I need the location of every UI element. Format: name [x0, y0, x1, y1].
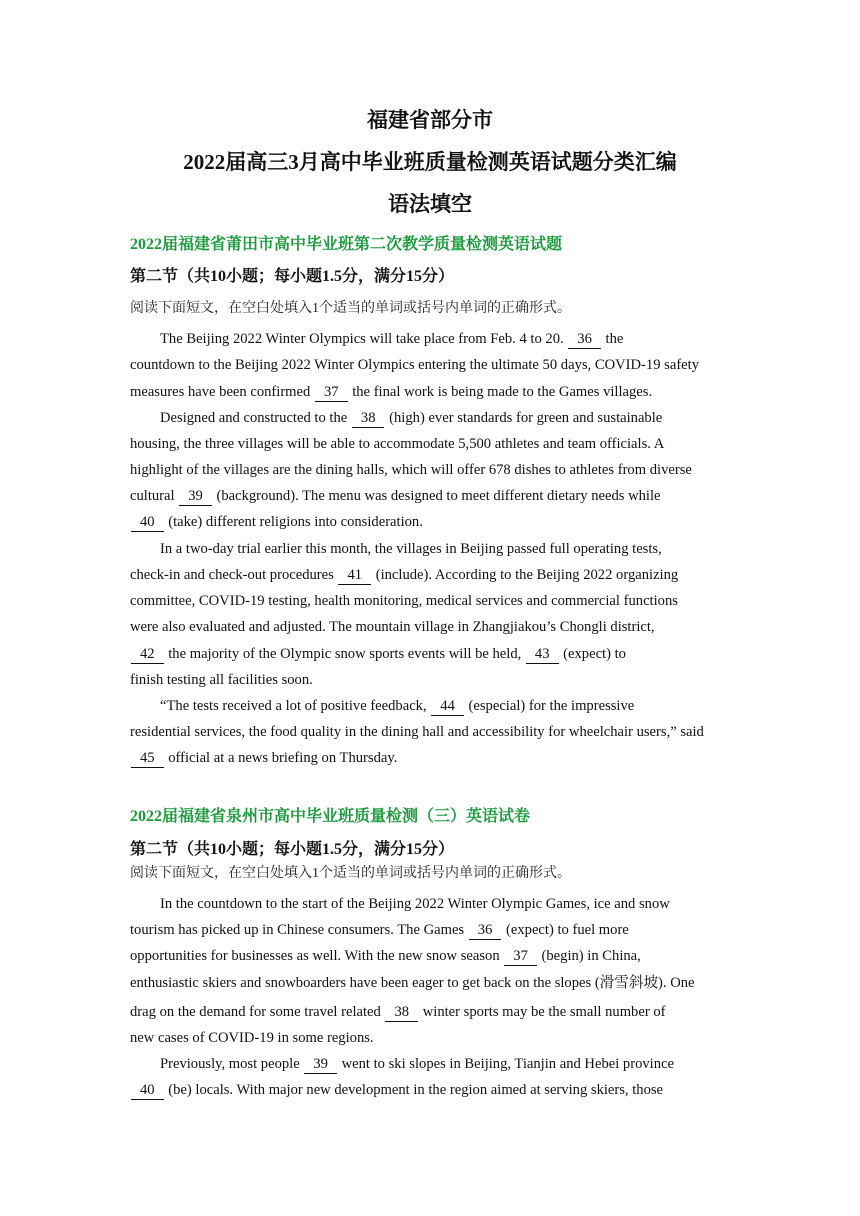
answer-blank: 42 [131, 646, 164, 664]
passage-line [130, 1079, 663, 1101]
answer-blank: 40 [131, 514, 164, 532]
passage-text: (include). According to the Beijing 2022 organizing [372, 567, 679, 583]
section-heading: 2022届福建省莆田市高中毕业班第二次教学质量检测英语试题 [130, 236, 563, 253]
passage-line [160, 407, 662, 429]
passage-text: “The tests received a lot of positive feedback, [160, 698, 431, 714]
passage-text: drag on the demand for some travel related [130, 1004, 385, 1020]
instruction-text: 阅读下面短文，在空白处填入1个适当的单词或括号内单词的正确形式。 [130, 301, 571, 316]
passage-line [130, 459, 692, 481]
answer-blank: 37 [504, 948, 537, 966]
passage-text: (high) ever standards for green and sustainable [385, 410, 663, 426]
passage-line [130, 945, 641, 967]
answer-blank: 37 [315, 384, 348, 402]
passage-line [130, 485, 661, 507]
passage-text: committee, COVID-19 testing, health monitoring, medical services and commercial functions [130, 593, 678, 609]
passage-line [130, 616, 655, 638]
passage-line [130, 721, 704, 743]
passage-text: were also evaluated and adjusted. The mountain village in Zhangjiakou’s Chongli district, [130, 619, 655, 635]
passage-text: (begin) in China, [537, 948, 641, 964]
passage-line [130, 590, 678, 612]
passage-text: In a two-day trial earlier this month, the villages in Beijing passed full operating tests, [160, 541, 662, 557]
answer-blank: 36 [568, 331, 601, 349]
passage-line [130, 1001, 666, 1023]
answer-blank: 40 [131, 1082, 164, 1100]
instruction-text: 阅读下面短文，在空白处填入1个适当的单词或括号内单词的正确形式。 [130, 866, 571, 881]
passage-text: (especial) for the impressive [464, 698, 635, 714]
passage-text: The Beijing 2022 Winter Olympics will take place from Feb. 4 to 20. [160, 331, 568, 347]
passage-text: measures have been confirmed [130, 384, 314, 400]
passage-text: new cases of COVID-19 in some regions. [130, 1030, 374, 1046]
passage-text: enthusiastic skiers and snowboarders have been eager to get back on the slopes (滑雪斜坡). One [130, 975, 695, 991]
passage-text: Designed and constructed to the [160, 410, 351, 426]
passage-text: official at a news briefing on Thursday. [164, 750, 398, 766]
passage-line [130, 1027, 374, 1049]
passage-line [160, 538, 662, 560]
passage-text: finish testing all facilities soon. [130, 672, 313, 688]
passage-line [130, 354, 699, 376]
passage-text: (expect) to [559, 646, 626, 662]
passage-text: the [601, 331, 624, 347]
passage-line [130, 433, 664, 455]
passage-text: residential services, the food quality in the dining hall and accessibility for wheelchair users,” said [130, 724, 704, 740]
doc-title-region: 福建省部分市 [367, 108, 493, 132]
doc-title-topic: 语法填空 [388, 192, 472, 216]
passage-text: (expect) to fuel more [502, 922, 629, 938]
answer-blank: 38 [352, 410, 385, 428]
passage-line [130, 511, 423, 533]
passage-text: housing, the three villages will be able to accommodate 5,500 athletes and team officials. A [130, 436, 665, 452]
passage-line [160, 893, 670, 915]
passage-line [130, 972, 695, 994]
answer-blank: 45 [131, 750, 164, 768]
passage-text: (take) different religions into consideration. [164, 514, 423, 530]
passage-line [160, 695, 634, 717]
passage-text: (be) locals. With major new development in the region aimed at serving skiers, those [164, 1082, 664, 1098]
part-heading: 第二节（共10小题；每小题1.5分，满分15分） [130, 841, 455, 858]
passage-text: countdown to the Beijing 2022 Winter Olympics entering the ultimate 50 days, COVID-19 safety [130, 357, 700, 373]
passage-text: Previously, most people [160, 1056, 304, 1072]
passage-text: winter sports may be the small number of [419, 1004, 666, 1020]
passage-text: tourism has picked up in Chinese consumers. The Games [130, 922, 468, 938]
answer-blank: 38 [385, 1004, 418, 1022]
answer-blank: 39 [304, 1056, 337, 1074]
passage-text: the final work is being made to the Games villages. [348, 384, 653, 400]
passage-text: (background). The menu was designed to meet different dietary needs while [212, 488, 661, 504]
passage-text: check-in and check-out procedures [130, 567, 338, 583]
passage-line [160, 328, 623, 350]
passage-line [130, 919, 629, 941]
passage-line [130, 643, 626, 665]
passage-text: cultural [130, 488, 179, 504]
passage-line [130, 669, 313, 691]
passage-text: highlight of the villages are the dining halls, which will offer 678 dishes to athletes from diverse [130, 462, 692, 478]
part-heading: 第二节（共10小题；每小题1.5分，满分15分） [130, 268, 455, 285]
answer-blank: 41 [338, 567, 371, 585]
answer-blank: 36 [469, 922, 502, 940]
passage-line [130, 381, 652, 403]
section-heading: 2022届福建省泉州市高中毕业班质量检测（三）英语试卷 [130, 808, 531, 825]
answer-blank: 43 [526, 646, 559, 664]
answer-blank: 44 [431, 698, 464, 716]
answer-blank: 39 [179, 488, 212, 506]
passage-line [130, 747, 397, 769]
passage-text: went to ski slopes in Beijing, Tianjin and Hebei province [337, 1056, 674, 1072]
passage-line [130, 564, 678, 586]
passage-text: opportunities for businesses as well. With the new snow season [130, 948, 504, 964]
passage-text: the majority of the Olympic snow sports events will be held, [164, 646, 525, 662]
passage-text: In the countdown to the start of the Beijing 2022 Winter Olympic Games, ice and snow [160, 896, 670, 912]
doc-title-main: 2022届高三3月高中毕业班质量检测英语试题分类汇编 [183, 150, 677, 174]
passage-line [160, 1053, 674, 1075]
